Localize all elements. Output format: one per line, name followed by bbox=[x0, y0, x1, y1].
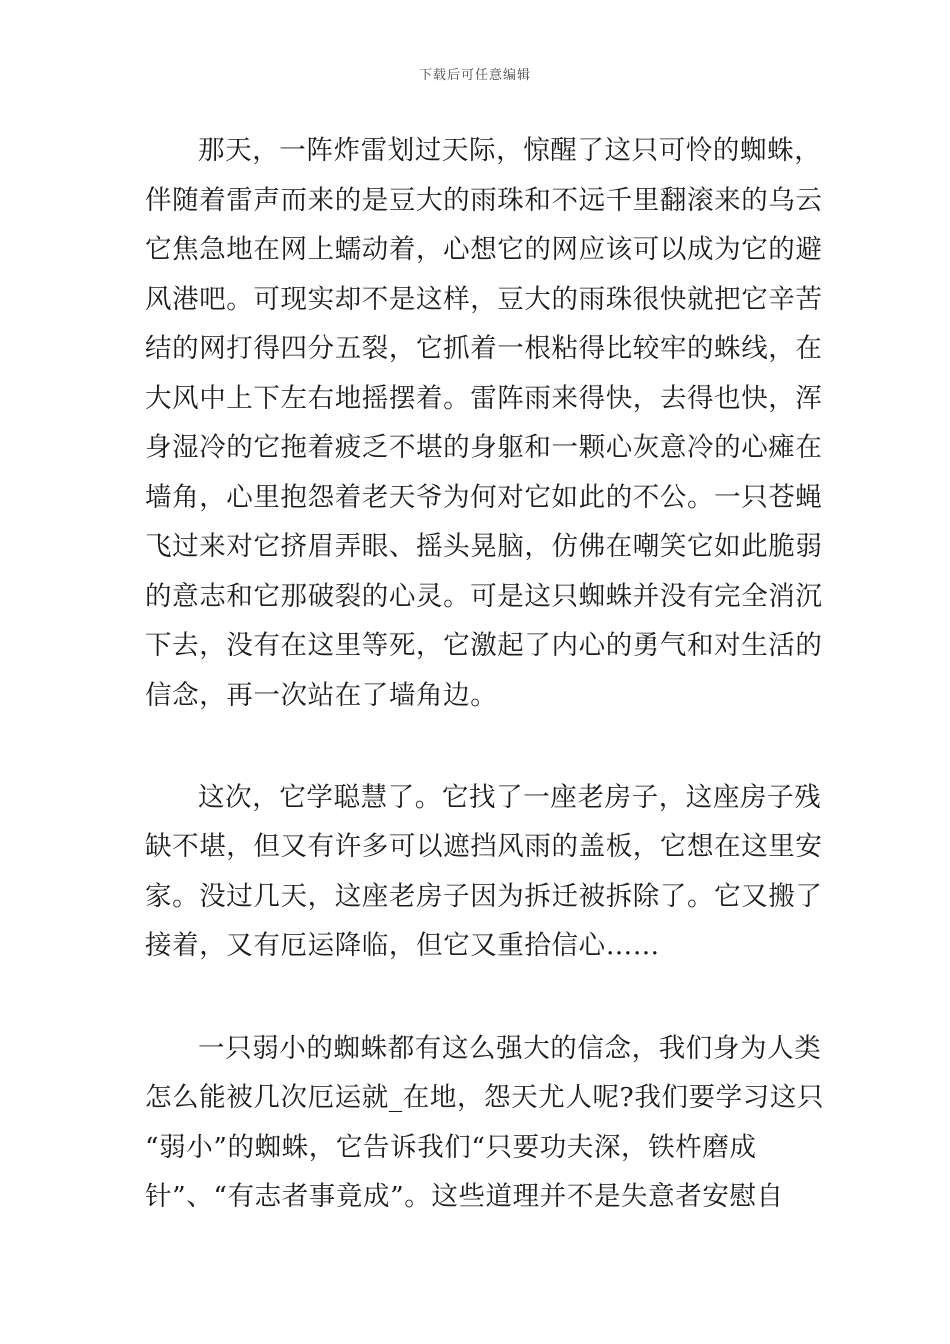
paragraph-1-line-4: 风港吧。可现实却不是这样，豆大的雨珠很快就把它辛苦 bbox=[145, 284, 823, 315]
paragraph-1-line-9: 飞过来对它挤眉弄眼、摇头晃脑，仿佛在嘲笑它如此脆弱 bbox=[145, 531, 823, 562]
paragraph-2-line-1: 这次，它学聪慧了。它找了一座老房子，这座房子残 bbox=[198, 782, 822, 813]
paragraph-1-line-7: 身湿冷的它拖着疲乏不堪的身躯和一颗心灰意冷的心瘫在 bbox=[145, 432, 823, 463]
paragraph-1-line-8: 墙角，心里抱怨着老天爷为何对它如此的不公。一只苍蝇 bbox=[145, 482, 823, 513]
page-header: 下载后可任意编辑 bbox=[418, 68, 531, 83]
paragraph-2-line-2: 缺不堪，但又有许多可以遮挡风雨的盖板，它想在这里安 bbox=[145, 831, 823, 862]
paragraph-1-line-5: 结的网打得四分五裂，它抓着一根粘得比较牢的蛛线，在 bbox=[145, 333, 823, 364]
paragraph-1-line-2: 伴随着雷声而来的是豆大的雨珠和不远千里翻滚来的乌云 bbox=[145, 185, 823, 216]
paragraph-3-line-4: 针”、“有志者事竟成”。这些道理并不是失意者安慰自 bbox=[145, 1181, 784, 1212]
paragraph-2-line-3: 家。没过几天，这座老房子因为拆迁被拆除了。它又搬了 bbox=[145, 881, 823, 912]
paragraph-3-line-1: 一只弱小的蜘蛛都有这么强大的信念，我们身为人类 bbox=[198, 1033, 822, 1064]
paragraph-3-line-2: 怎么能被几次厄运就_在地，怨天尤人呢?我们要学习这只 bbox=[145, 1082, 825, 1113]
paragraph-1-line-3: 它焦急地在网上蠕动着，心想它的网应该可以成为它的避 bbox=[145, 234, 823, 265]
paragraph-1-line-10: 的意志和它那破裂的心灵。可是这只蜘蛛并没有完全消沉 bbox=[145, 581, 823, 612]
paragraph-1-line-6: 大风中上下左右地摇摆着。雷阵雨来得快，去得也快，浑 bbox=[145, 383, 823, 414]
paragraph-1-line-1: 那天，一阵炸雷划过天际，惊醒了这只可怜的蜘蛛， bbox=[198, 135, 822, 166]
paragraph-2-line-4: 接着，又有厄运降临，但它又重拾信心…… bbox=[145, 930, 660, 961]
paragraph-1-line-11: 下去，没有在这里等死，它激起了内心的勇气和对生活的 bbox=[145, 630, 823, 661]
paragraph-3-line-3: “弱小”的蜘蛛，它告诉我们“只要功夫深，铁杵磨成 bbox=[145, 1132, 757, 1163]
paragraph-1-line-12: 信念，再一次站在了墙角边。 bbox=[145, 680, 498, 711]
